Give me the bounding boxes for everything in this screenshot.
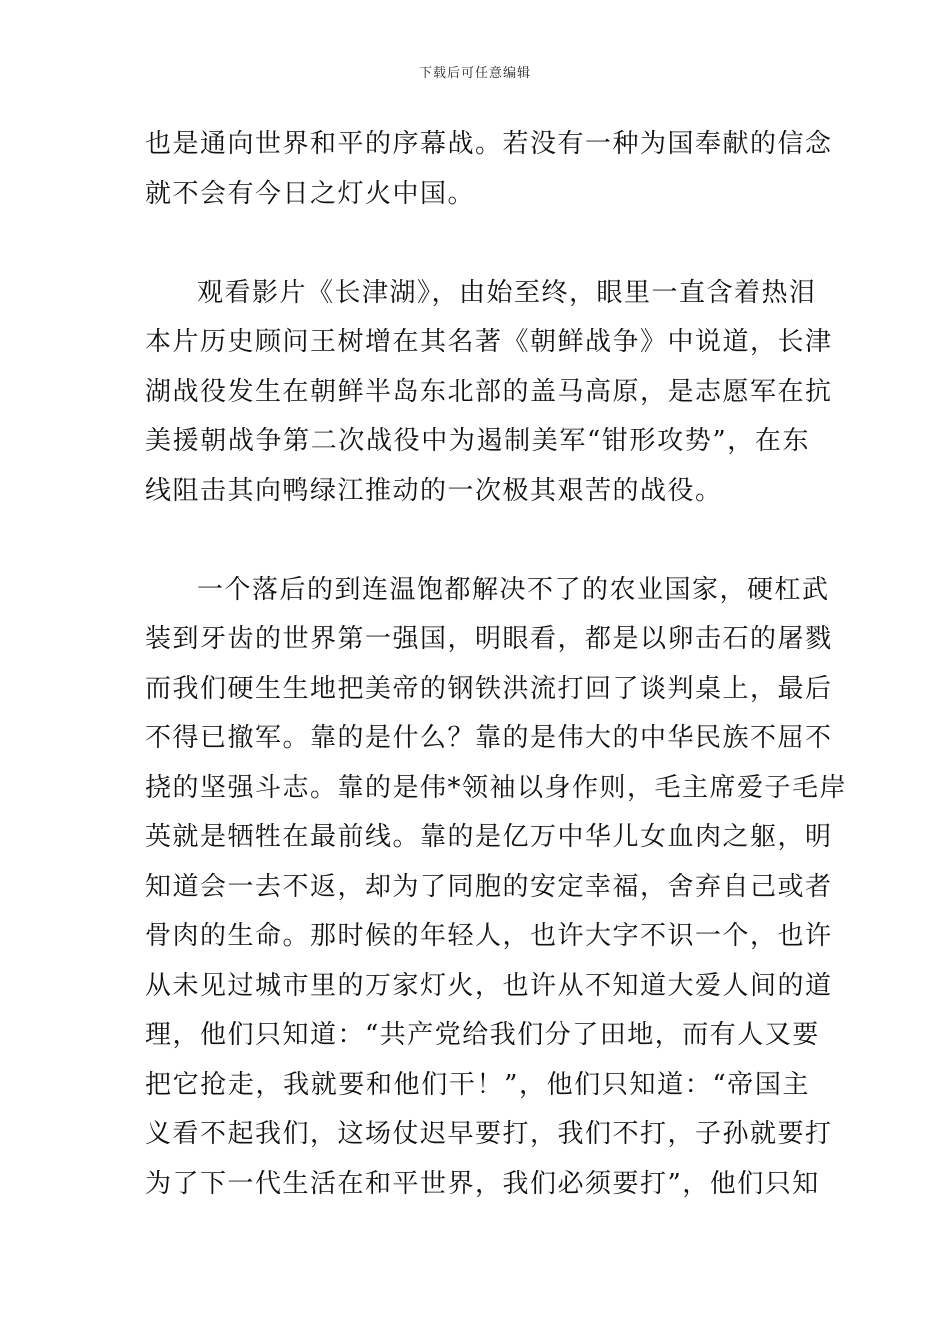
text-line: 知道会一去不返，却为了同胞的安定幸福，舍弃自己或者 bbox=[145, 871, 833, 902]
text-line: 观看影片《长津湖》，由始至终，眼里一直含着热泪 bbox=[197, 277, 817, 308]
text-line: 从未见过城市里的万家灯火，也许从不知道大爱人间的道 bbox=[145, 970, 833, 1001]
page-header-note: 下载后可任意编辑 bbox=[418, 66, 531, 81]
text-line: 骨肉的生命。那时候的年轻人，也许大字不识一个，也许 bbox=[145, 921, 833, 951]
paragraph-gap bbox=[145, 516, 810, 566]
text-line: 挠的坚强斗志。靠的是伟*领袖以身作则，毛主席爱子毛岸 bbox=[145, 772, 848, 803]
paragraph-2 bbox=[145, 269, 833, 517]
paragraph-gap bbox=[145, 219, 810, 269]
text-line: 湖战役发生在朝鲜半岛东北部的盖马高原，是志愿军在抗 bbox=[145, 376, 833, 407]
text-line: 义看不起我们，这场仗迟早要打，我们不打，子孙就要打 bbox=[145, 1119, 833, 1149]
text-line: 而我们硬生生地把美帝的钢铁洪流打回了谈判桌上，最后 bbox=[145, 673, 833, 704]
text-line: 不得已撤军。靠的是什么？靠的是伟大的中华民族不屈不 bbox=[145, 723, 833, 753]
text-line: 也是通向世界和平的序幕战。若没有一种为国奉献的信念 bbox=[145, 129, 833, 159]
text-line: 理，他们只知道：“共产党给我们分了田地，而有人又要 bbox=[145, 1020, 820, 1050]
text-line: 把它抢走，我就要和他们干！”，他们只知道：“帝国主 bbox=[145, 1069, 810, 1100]
text-line: 美援朝战争第二次战役中为遏制美军“钳形攻势”，在东 bbox=[145, 426, 810, 456]
text-line: 英就是牺牲在最前线。靠的是亿万中华儿女血肉之躯，明 bbox=[145, 822, 833, 852]
text-line: 就不会有今日之灯火中国。 bbox=[145, 178, 476, 209]
paragraph-1 bbox=[145, 120, 833, 219]
text-line: 为了下一代生活在和平世界，我们必须要打”，他们只知 bbox=[145, 1168, 820, 1199]
text-line: 一个落后的到连温饱都解决不了的农业国家，硬杠武 bbox=[197, 574, 830, 605]
text-line: 装到牙齿的世界第一强国，明眼看，都是以卵击石的屠戮 bbox=[145, 624, 833, 654]
document-body bbox=[145, 120, 848, 1209]
paragraph-3 bbox=[145, 566, 848, 1210]
text-line: 线阻击其向鸭绿江推动的一次极其艰苦的战役。 bbox=[145, 475, 723, 506]
text-line: 本片历史顾问王树增在其名著《朝鲜战争》中说道，长津 bbox=[145, 327, 833, 357]
